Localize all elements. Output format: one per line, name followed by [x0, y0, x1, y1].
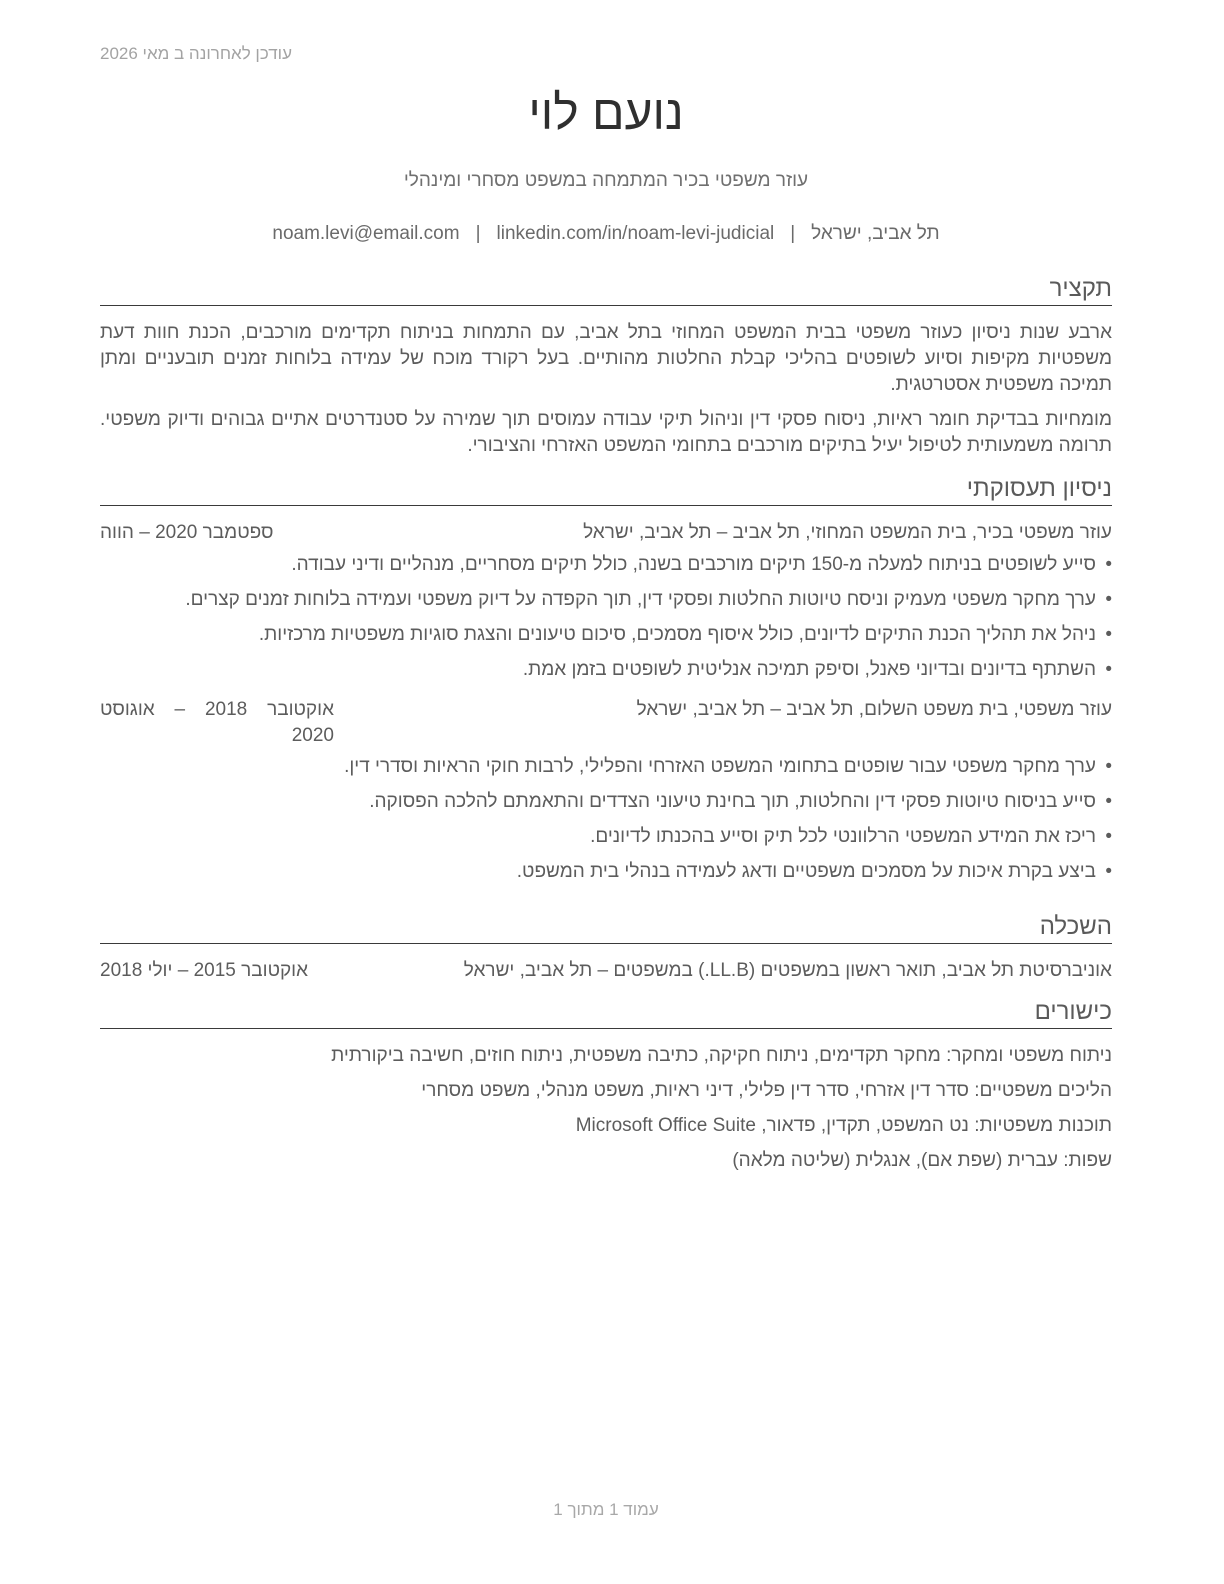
contact-line: [100, 223, 1112, 245]
contact-location: תל אביב, ישראל: [811, 223, 940, 244]
job-bullet: • ערך מחקר משפטי עבור שופטים בתחומי המשפט האזרחי והפלילי, לרבות חוקי הראיות וסדרי דין.: [100, 754, 1112, 780]
job-bullet: • ניהל את תהליך הכנת התיקים לדיונים, כולל איסוף מסמכים, סיכום טיעונים והצגת סוגיות משפטיות מרכזיות.: [100, 622, 1112, 648]
skill-line: ניתוח משפטי ומחקר: מחקר תקדימים, ניתוח חקיקה, כתיבה משפטית, ניתוח חוזים, חשיבה ביקורתית: [331, 1045, 1112, 1066]
contact-separator: |: [475, 223, 481, 244]
job-header: [100, 697, 1112, 749]
contact-email: noam.levi@email.com: [272, 223, 460, 244]
job-bullet: • סייע לשופטים בניתוח למעלה מ-150 תיקים מורכבים בשנה, כולל תיקים מסחריים, מנהליים ודיני עבודה.: [100, 552, 1112, 578]
education-entry: [100, 958, 1112, 984]
skill-line: תוכנות משפטיות: נט המשפט, תקדין, פדאור, Microsoft Office Suite: [575, 1115, 1112, 1136]
job-header: [100, 520, 1112, 546]
page-number: עמוד 1 מתוך 1: [553, 1500, 659, 1519]
last-updated-note: עודכן לאחרונה ב מאי 2026: [100, 44, 292, 63]
job-bullet: • סייע בניסוח טיוטות פסקי דין והחלטות, תוך בחינת טיעוני הצדדים והתאמתם להלכה הפסוקה.: [100, 789, 1112, 815]
job-title-employer: עוזר משפטי בכיר, בית המשפט המחוזי, תל אביב – תל אביב, ישראל: [583, 522, 1112, 543]
job-title-employer: עוזר משפטי, בית משפט השלום, תל אביב – תל אביב, ישראל: [636, 699, 1112, 720]
education-section: [100, 912, 1112, 984]
job-dates: אוקטובר 2018 – אוגוסט 2020: [100, 699, 334, 746]
education-dates: אוקטובר 2015 – יולי 2018: [100, 960, 309, 981]
experience-section: [100, 474, 1112, 894]
summary-title: תקציר: [100, 274, 1112, 306]
summary-paragraph: מומחיות בבדיקת חומר ראיות, ניסוח פסקי דין וניהול תיקי עבודה עמוסים תוך שמירה על סטנדרטים אתיים גבוהים ודיוק משפטי. תרומה משמעותית לטיפול יעיל בתיקים מורכבים בתחומי המשפט האזרחי והציבורי.: [100, 409, 1112, 456]
education-degree: אוניברסיטת תל אביב, תואר ראשון במשפטים (LL.B.) במשפטים – תל אביב, ישראל: [463, 960, 1112, 981]
skill-line: שפות: עברית (שפת אם), אנגלית (שליטה מלאה): [732, 1150, 1112, 1171]
job-dates: ספטמבר 2020 – הווה: [100, 522, 274, 543]
skills-section: [100, 997, 1112, 1183]
job-bullet-list: [100, 754, 1112, 885]
experience-title: ניסיון תעסוקתי: [100, 474, 1112, 506]
job-entry: [100, 520, 1112, 683]
education-title: השכלה: [100, 912, 1112, 944]
summary-section: [100, 274, 1112, 459]
candidate-name: נועם לוי: [528, 87, 684, 140]
resume-page: [100, 0, 1112, 1584]
job-bullet: • ערך מחקר משפטי מעמיק וניסח טיוטות החלטות ופסקי דין, תוך הקפדה על דיוק משפטי ועמידה בלוחות זמנים קצרים.: [100, 587, 1112, 613]
job-bullet: • ריכז את המידע המשפטי הרלוונטי לכל תיק וסייע בהכנתו לדיונים.: [100, 824, 1112, 850]
job-bullet: • השתתף בדיונים ובדיוני פאנל, וסיפק תמיכה אנליטית לשופטים בזמן אמת.: [100, 657, 1112, 683]
job-bullet: • ביצע בקרת איכות על מסמכים משפטיים ודאג לעמידה בנהלי בית המשפט.: [100, 859, 1112, 885]
summary-paragraph: ארבע שנות ניסיון כעוזר משפטי בבית המשפט המחוזי בתל אביב, עם התמחות בניתוח תקדימים מורכבים, הכנת חוות דעת משפטיות מקיפות וסיוע לשופטים בהליכי קבלת החלטות מהותיים. בעל רקורד מוכח של עמידה בלוחות זמנים תובעניים ומתן תמיכה משפטית אסטרטגית.: [100, 322, 1112, 395]
skills-list: [100, 1043, 1112, 1174]
professional-headline: עוזר משפטי בכיר המתמחה במשפט מסחרי ומינהלי: [403, 170, 809, 191]
skills-title: כישורים: [100, 997, 1112, 1029]
skill-line: הליכים משפטיים: סדר דין אזרחי, סדר דין פלילי, דיני ראיות, משפט מנהלי, משפט מסחרי: [421, 1080, 1112, 1101]
job-entry: [100, 697, 1112, 885]
job-bullet-list: [100, 552, 1112, 683]
contact-separator: |: [790, 223, 796, 244]
contact-linkedin: linkedin.com/in/noam-levi-judicial: [496, 223, 775, 244]
